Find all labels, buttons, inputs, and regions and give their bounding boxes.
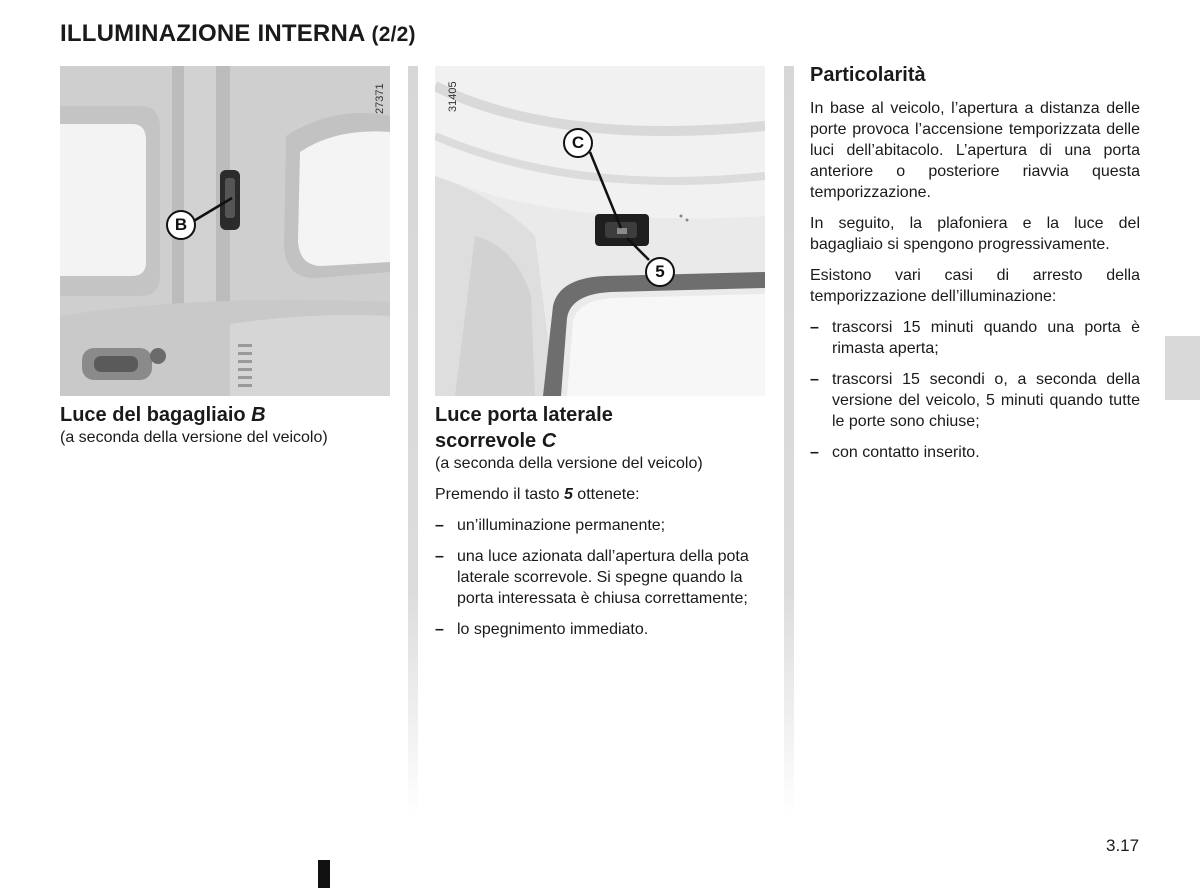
button-5-intro xyxy=(435,484,765,505)
list-dash: – xyxy=(435,517,444,534)
list-item-text: un’illuminazione permanente; xyxy=(457,517,666,534)
sliding-door-heading-ref: C xyxy=(541,430,557,452)
list-item-text: una luce azionata dall’apertura della pota laterale scorrevole. Si spegne quando la porta interessata è chiusa correttamente; xyxy=(457,548,749,607)
list-dash: – xyxy=(810,371,819,388)
column-3-text xyxy=(810,62,1140,463)
particularities-paragraph-3: Esistono vari casi di arresto della temporizzazione dell’illuminazione: xyxy=(810,267,1140,305)
sliding-door-version-note: (a seconda della versione del veicolo) xyxy=(435,455,703,472)
sliding-door-light-photo xyxy=(435,66,765,396)
list-item xyxy=(810,442,1140,463)
list-item-text: con contatto inserito. xyxy=(832,444,980,461)
particularities-heading: Particolarità xyxy=(810,64,926,86)
list-item xyxy=(810,369,1140,432)
callout-b: B xyxy=(166,210,196,240)
page-title-text: ILLUMINAZIONE INTERNA xyxy=(60,20,365,47)
sliding-door-heading-line1: Luce porta laterale xyxy=(435,404,613,426)
list-dash: – xyxy=(435,621,444,638)
page-number: 3.17 xyxy=(1106,836,1140,855)
list-item-text: trascorsi 15 minuti quando una porta è rimasta aperta; xyxy=(832,319,1140,357)
trunk-light-heading xyxy=(60,402,390,428)
image-reference-code: 27371 xyxy=(374,83,386,114)
list-item-text: lo spegnimento immediato. xyxy=(457,621,649,638)
list-item xyxy=(435,546,765,609)
trunk-light-photo xyxy=(60,66,390,396)
button-5-intro-before: Premendo il tasto xyxy=(435,486,564,503)
timer-stop-cases-list xyxy=(810,317,1140,463)
button-5-options-list xyxy=(435,515,765,640)
column-2-text xyxy=(435,402,765,640)
list-item xyxy=(435,619,765,640)
trunk-light-version-note: (a seconda della versione del veicolo) xyxy=(60,429,328,446)
list-dash: – xyxy=(435,548,444,565)
button-5-key: 5 xyxy=(563,486,573,503)
list-dash: – xyxy=(810,319,819,336)
list-item xyxy=(435,515,765,536)
sliding-door-light-heading xyxy=(435,402,765,454)
list-item-text: trascorsi 15 secondi o, a seconda della versione del veicolo, 5 minuti quando tutte le porte sono chiuse; xyxy=(832,371,1140,430)
column-separator-1 xyxy=(408,66,418,816)
callout-c: C xyxy=(563,128,593,158)
page-title-suffix: (2/2) xyxy=(371,23,416,46)
column-1-text xyxy=(60,402,390,448)
column-separator-2 xyxy=(784,66,794,816)
particularities-paragraph-2: In seguito, la plafoniera e la luce del bagagliaio si spengono progressivamente. xyxy=(810,215,1140,253)
image-reference-code: 31405 xyxy=(447,81,459,112)
trunk-light-heading-text: Luce del bagagliaio xyxy=(60,404,246,426)
callout-5: 5 xyxy=(645,257,675,287)
button-5-intro-after: ottenete: xyxy=(572,486,640,503)
trunk-light-heading-ref: B xyxy=(251,404,266,426)
chapter-side-tab xyxy=(1165,336,1200,400)
list-item xyxy=(810,317,1140,359)
list-dash: – xyxy=(810,444,819,461)
print-registration-mark xyxy=(318,860,330,888)
sliding-door-heading-line2: scorrevole xyxy=(435,430,537,452)
page-title xyxy=(60,20,416,48)
particularities-paragraph-1: In base al veicolo, l’apertura a distanza delle porte provoca l’accensione temporizzata delle luci dell’abitacolo. L’apertura di una porta anteriore o posteriore riavvia questa temporizzazione. xyxy=(810,100,1140,201)
